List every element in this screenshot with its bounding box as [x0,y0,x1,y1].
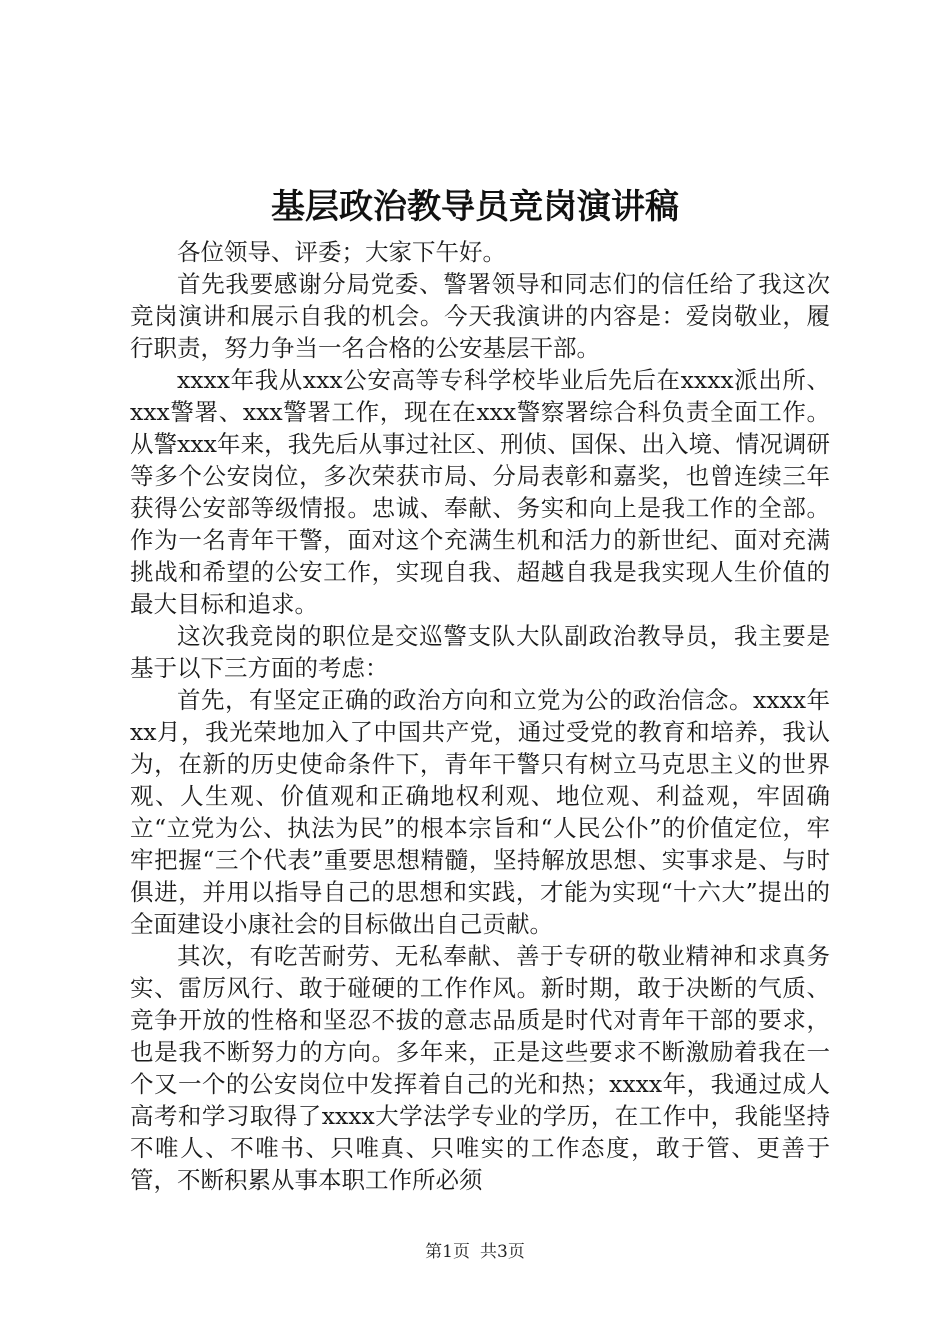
document-title: 基层政治教导员竞岗演讲稿 [271,187,679,227]
paragraph-position: 这次我竞岗的职位是交巡警支队大队副政治教导员，我主要是基于以下三方面的考虑： [130,622,830,682]
paragraph-second-reason: 其次，有吃苦耐劳、无私奉献、善于专研的敬业精神和求真务实、雷厉风行、敢于碰硬的工作作风。新时期，敢于决断的气质、竞争开放的性格和坚忍不拔的意志品质是时代对青年干部的要求，也是我不断努力的方向。多年来，正是这些要求不断激励着我在一个又一个的公安岗位中发挥着自己的光和热；xxxx年，我通过成人高考和学习取得了xxxx大学法学专业的学历，在工作中，我能坚持不唯人、不唯书、只唯真、只唯实的工作态度，敢于管、更善于管，不断积累从事本职工作所必须 [130,942,830,1194]
page-footer [0,1237,950,1262]
paragraph-background: xxxx年我从xxx公安高等专科学校毕业后先后在xxxx派出所、xxx警署、xxx警署工作，现在在xxx警察署综合科负责全面工作。从警xxx年来，我先后从事过社区、刑侦、国保、出入境、情况调研等多个公安岗位，多次荣获市局、分局表彰和嘉奖，也曾连续三年获得公安部等级情报。忠诚、奉献、务实和向上是我工作的全部。作为一名青年干警，面对这个充满生机和活力的新世纪、面对充满挑战和希望的公安工作，实现自我、超越自我是我实现人生价值的最大目标和追求。 [130,366,830,618]
paragraph-greeting: 各位领导、评委；大家下午好。 [177,238,506,266]
paragraph-first-reason: 首先，有坚定正确的政治方向和立党为公的政治信念。xxxx年xx月，我光荣地加入了中国共产党，通过受党的教育和培养，我认为，在新的历史使命条件下，青年干警只有树立马克思主义的世界观、人生观、价值观和正确地权利观、地位观、利益观，牢固确立“立党为公、执法为民”的根本宗旨和“人民公仆”的价值定位，牢牢把握“三个代表”重要思想精髓，坚持解放思想、实事求是、与时俱进，并用以指导自己的思想和实践，才能为实现“十六大”提出的全面建设小康社会的目标做出自己贡献。 [130,686,830,938]
document-body [130,236,830,1196]
paragraph-thanks: 首先我要感谢分局党委、警署领导和同志们的信任给了我这次竞岗演讲和展示自我的机会。今天我演讲的内容是：爱岗敬业，履行职责，努力争当一名合格的公安基层干部。 [130,270,830,362]
page-total: 共3页 [480,1242,525,1262]
page-number: 第1页 [425,1242,470,1262]
